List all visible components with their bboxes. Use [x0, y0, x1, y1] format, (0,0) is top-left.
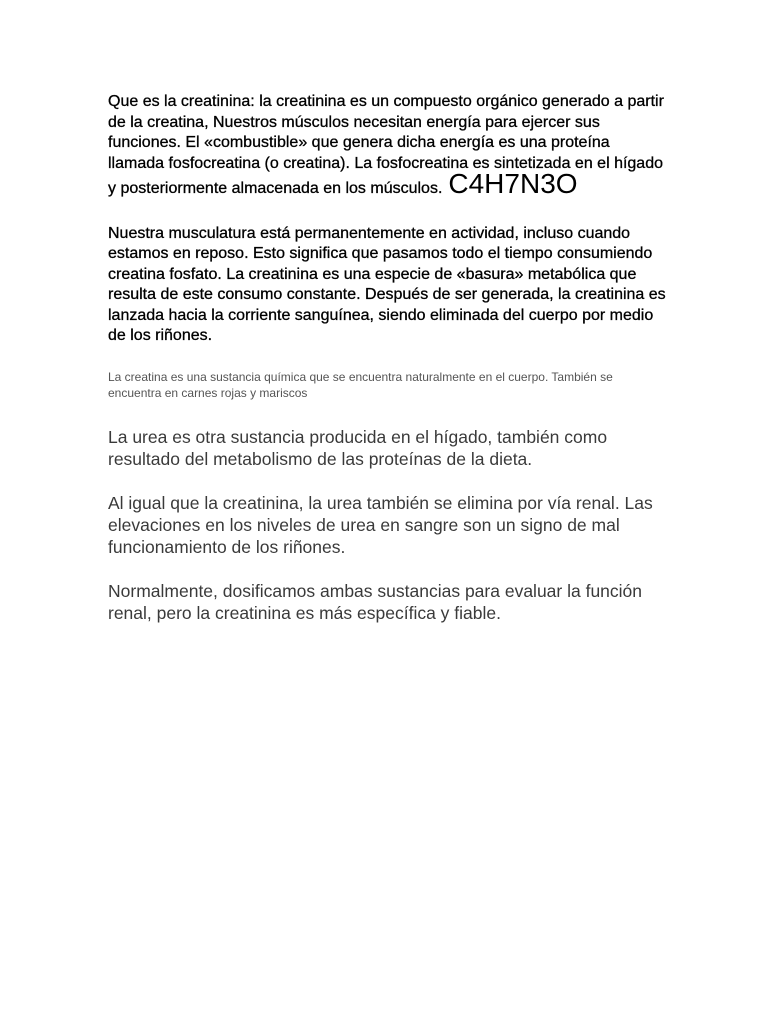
paragraph-urea: La urea es otra sustancia producida en el hígado, también como resultado del metabolismo de las proteínas de la dieta.	[108, 426, 608, 469]
paragraph-dosificacion: Normalmente, dosificamos ambas sustancias para evaluar la función renal, pero la creatinina es más específica y fiable.	[108, 580, 643, 623]
chemical-formula: C4H7N3O	[448, 168, 578, 199]
paragraph-urea-renal: Al igual que la creatinina, la urea también se elimina por vía renal. Las elevaciones en los niveles de urea en sangre son un signo de mal funcionamiento de los riñones.	[108, 492, 653, 557]
paragraph-creatinina-text: Que es la creatinina: la creatinina es un compuesto orgánico generado a partir de la creatina, Nuestros músculos necesitan energía para ejercer sus funciones. El «combustible» que genera dicha energía es una proteína llamada fosfocreatina (o creatina). La fosfocreatina es sintetizada en el hígado y posteriormente almacenada en los músculos.	[108, 93, 664, 197]
paragraph-creatinina-definition	[108, 92, 668, 200]
paragraph-creatina-note: La creatina es una sustancia química que se encuentra naturalmente en el cuerpo. También se encuentra en carnes rojas y mariscos	[108, 369, 613, 400]
paragraph-musculatura: Nuestra musculatura está permanentemente en actividad, incluso cuando estamos en reposo. Esto significa que pasamos todo el tiempo consumiendo creatina fosfato. La creatinina es una especie de «basura» metabólica que resulta de este consumo constante. Después de ser generada, la creatinina es lanzada hacia la corriente sanguínea, siendo eliminada del cuerpo por medio de los riñones.	[108, 224, 666, 344]
document-body	[108, 92, 668, 646]
